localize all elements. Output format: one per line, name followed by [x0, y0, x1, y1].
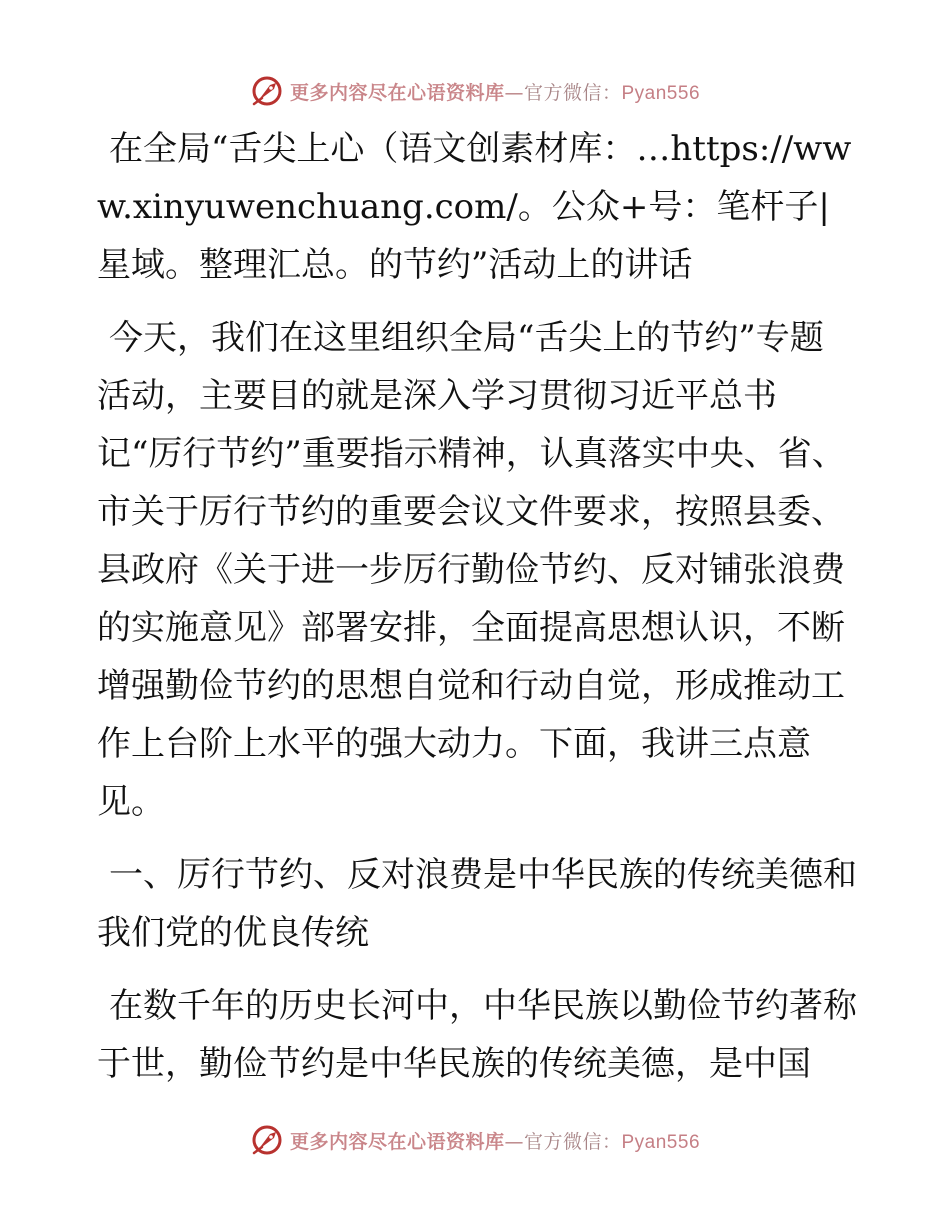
watermark-wechat-label: 官方微信：: [523, 1130, 622, 1153]
section-heading-1: [97, 846, 857, 962]
paragraph-intro: [97, 309, 857, 831]
pen-nib-logo-icon: [250, 1123, 284, 1157]
watermark-text: [290, 78, 700, 105]
document-title: [97, 120, 857, 294]
watermark-text: [290, 1127, 700, 1154]
section-heading-1-text: 一、厉行节约、反对浪费是中华民族的传统美德和我们党的优良传统: [97, 855, 857, 953]
paragraph-intro-text: 今天，我们在这里组织全局“舌尖上的节约”专题活动，主要目的就是深入学习贯彻习近平总书记“厉行节约”重要指示精神，认真落实中央、省、市关于厉行节约的重要会议文件要求，按照县委、县政府《关于进一步厉行勤俭节约、反对铺张浪费的实施意见》部署安排，全面提高思想认识，不断增强勤俭节约的思想自觉和行动自觉，形成推动工作上台阶上水平的强大动力。下面，我讲三点意见。: [97, 318, 846, 822]
watermark-wechat-label: 官方微信：: [523, 81, 622, 104]
paragraph-section-1: [97, 977, 857, 1093]
document-title-text: 在全局“舌尖上心（语文创素材库：…https://www.xinyuwenchuang.com/。公众+号：笔杆子|星域。整理汇总。的节约”活动上的讲话: [97, 129, 852, 285]
document-body: [97, 120, 857, 1120]
footer-watermark-banner: [0, 1120, 950, 1160]
watermark-slogan: 更多内容尽在心语资料库: [289, 81, 505, 104]
watermark-dash: —: [504, 81, 524, 104]
watermark-wechat-id: Pyan556: [621, 1131, 701, 1153]
pen-nib-logo-icon: [250, 74, 284, 108]
header-watermark-banner: [0, 71, 950, 111]
paragraph-section-1-text: 在数千年的历史长河中，中华民族以勤俭节约著称于世，勤俭节约是中华民族的传统美德，是中国: [97, 986, 857, 1084]
watermark-slogan: 更多内容尽在心语资料库: [289, 1130, 505, 1153]
watermark-dash: —: [504, 1130, 524, 1153]
watermark-wechat-id: Pyan556: [621, 82, 701, 104]
